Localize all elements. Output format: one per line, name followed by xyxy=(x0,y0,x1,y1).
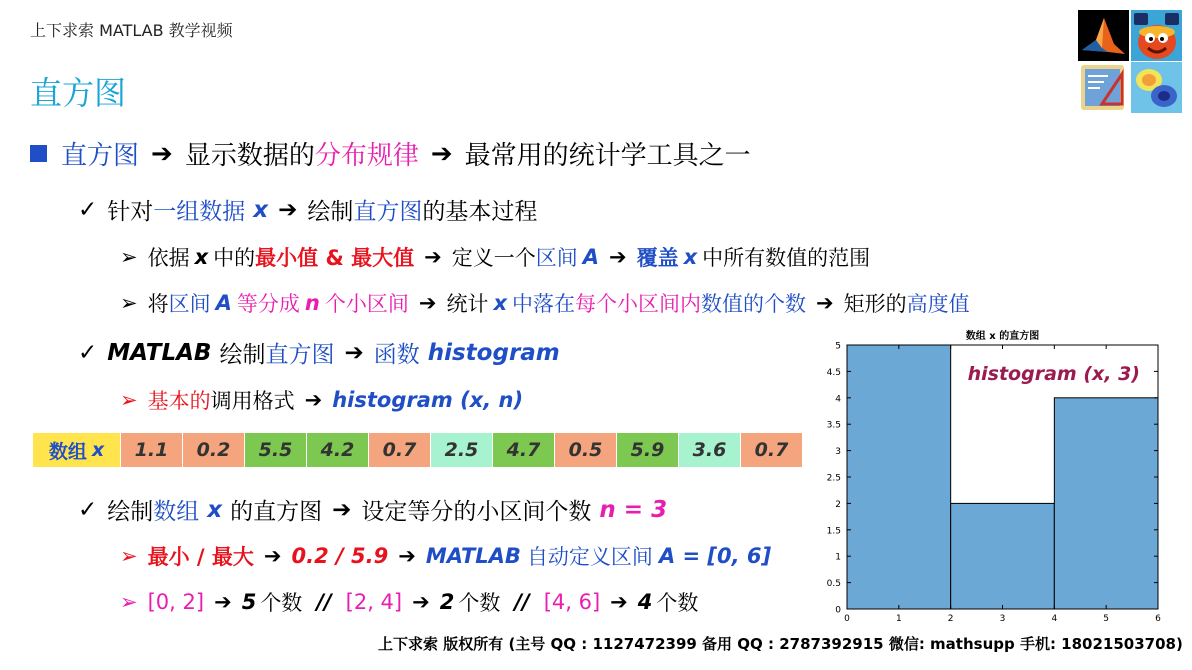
term-function: 函数 xyxy=(373,342,420,368)
term-interval: 区间 xyxy=(535,246,578,270)
bullet-line xyxy=(120,541,771,571)
term-basic: 基本的 xyxy=(147,389,211,413)
arrow-icon: ➔ xyxy=(344,339,364,366)
term-min-max: 最小值 & 最大值 xyxy=(255,246,415,270)
interval-value: A = [0, 6] xyxy=(658,544,772,568)
array-cell: 3.6 xyxy=(678,433,740,467)
y-tick-label: 1 xyxy=(835,552,841,563)
bullet-line xyxy=(120,385,523,415)
arrow-icon: ➔ xyxy=(151,138,173,169)
footer-copyright: 上下求索 版权所有 (主号 QQ : 1127472399 备用 QQ : 2787392915 微信: mathsupp 手机: 18021503708) xyxy=(378,635,1183,653)
text: 统计 xyxy=(446,292,489,316)
text: 个数 xyxy=(458,591,501,615)
array-cell: 4.7 xyxy=(492,433,554,467)
blueprint-icon xyxy=(1078,62,1129,113)
term-each-subinterval: 每个小区间内 xyxy=(574,292,701,316)
histogram-bar xyxy=(951,503,1055,609)
cartoon-character-icon xyxy=(1131,10,1182,61)
text: 个数 xyxy=(656,591,699,615)
count-2: 2 xyxy=(439,590,455,614)
y-tick-label: 1.5 xyxy=(826,526,841,537)
array-cell: 0.7 xyxy=(368,433,430,467)
x-tick-label: 1 xyxy=(895,614,902,624)
x-tick-label: 5 xyxy=(1103,614,1110,624)
chart-annotation: histogram (x, 3) xyxy=(967,363,1140,385)
separator: // xyxy=(514,590,530,614)
var-x: x xyxy=(683,245,698,269)
heatmap-icon xyxy=(1131,62,1182,113)
arrow-icon: ➔ xyxy=(332,496,352,523)
bullet-line xyxy=(78,336,560,369)
x-tick-label: 4 xyxy=(1051,614,1058,624)
bullet-line xyxy=(78,193,537,226)
bullet-line xyxy=(120,242,870,272)
arrow-bullet-icon: ➢ xyxy=(120,291,138,315)
text: 数值的个数 xyxy=(700,292,806,316)
y-tick-label: 3.5 xyxy=(826,420,841,431)
arrow-icon: ➔ xyxy=(412,590,430,614)
arrow-icon: ➔ xyxy=(610,590,628,614)
text: 的直方图 xyxy=(230,499,323,525)
interval-3: [4, 6] xyxy=(543,590,601,614)
term-min-max: 最小 / 最大 xyxy=(147,545,254,569)
array-label-text: 数组 xyxy=(48,440,87,463)
arrow-bullet-icon: ➢ xyxy=(120,590,138,614)
term-data-group: 一组数据 xyxy=(153,199,246,225)
var-a: A xyxy=(582,245,599,269)
text: 最常用的统计学工具之一 xyxy=(464,141,751,171)
page-title: 直方图 xyxy=(30,74,127,112)
term-array: 数组 xyxy=(153,499,200,525)
var-a: A xyxy=(215,291,232,315)
arrow-icon: ➔ xyxy=(418,291,437,315)
x-tick-label: 6 xyxy=(1155,614,1161,624)
main-bullet xyxy=(30,135,751,172)
arrow-bullet-icon: ➢ xyxy=(120,388,138,412)
text: 绘制 xyxy=(107,499,154,525)
checkmark-icon: ✓ xyxy=(78,339,98,366)
text: 中的 xyxy=(213,246,256,270)
text: 中所有数值的范围 xyxy=(702,246,871,270)
interval-2: [2, 4] xyxy=(345,590,403,614)
y-tick-label: 5 xyxy=(835,341,841,352)
text: 个数 xyxy=(260,591,303,615)
histogram-bar xyxy=(847,345,951,609)
var-n: n xyxy=(304,291,320,315)
separator: // xyxy=(316,590,332,614)
y-tick-label: 4 xyxy=(835,394,841,405)
arrow-icon: ➔ xyxy=(424,245,442,269)
array-cell: 0.2 xyxy=(182,433,244,467)
term-histogram: 直方图 xyxy=(265,342,335,368)
arrow-icon: ➔ xyxy=(304,388,323,412)
square-bullet-icon xyxy=(30,145,47,162)
function-call-syntax: histogram (x, n) xyxy=(332,388,524,412)
header-label: 上下求索 MATLAB 教学视频 xyxy=(30,21,233,40)
arrow-icon: ➔ xyxy=(815,291,834,315)
y-tick-label: 0 xyxy=(835,605,841,616)
text: 设定等分的小区间个数 xyxy=(361,499,592,525)
histogram-svg xyxy=(800,325,1170,625)
checkmark-icon: ✓ xyxy=(78,196,98,223)
text: 的基本过程 xyxy=(422,199,538,225)
y-tick-label: 2.5 xyxy=(826,473,841,484)
term-height: 高度值 xyxy=(906,292,970,316)
x-tick-label: 2 xyxy=(947,614,954,624)
text: 绘制 xyxy=(307,199,354,225)
bullet-line xyxy=(120,587,698,617)
array-row xyxy=(33,433,802,467)
var-x: x xyxy=(194,245,209,269)
arrow-icon: ➔ xyxy=(430,138,453,169)
var-x: x xyxy=(91,439,105,461)
checkmark-icon: ✓ xyxy=(78,496,98,523)
arrow-icon: ➔ xyxy=(608,245,627,269)
matlab-logo-icon xyxy=(1078,10,1129,61)
array-cell: 5.5 xyxy=(244,433,306,467)
term-interval: 区间 xyxy=(168,292,211,316)
var-n-equals: n = 3 xyxy=(599,496,668,523)
x-tick-label: 0 xyxy=(844,614,850,624)
arrow-icon: ➔ xyxy=(263,544,282,568)
y-tick-label: 0.5 xyxy=(826,579,841,590)
count-3: 4 xyxy=(637,590,653,614)
function-name: histogram xyxy=(427,339,560,366)
chart-title: 数组 x 的直方图 xyxy=(965,331,1040,342)
var-x: x xyxy=(253,196,269,223)
arrow-icon: ➔ xyxy=(214,590,232,614)
count-1: 5 xyxy=(241,590,257,614)
text: 显示数据的 xyxy=(184,141,315,171)
arrow-bullet-icon: ➢ xyxy=(120,544,138,568)
x-tick-label: 3 xyxy=(999,614,1006,624)
y-tick-label: 2 xyxy=(835,499,841,510)
text: 调用格式 xyxy=(210,389,295,413)
text: 依据 xyxy=(147,246,190,270)
arrow-icon: ➔ xyxy=(398,544,416,568)
array-label xyxy=(33,433,120,467)
text: 针对 xyxy=(107,199,154,225)
array-cell: 0.7 xyxy=(740,433,802,467)
bullet-line xyxy=(120,288,970,318)
text: 将 xyxy=(147,292,169,316)
term-cover: 覆盖 xyxy=(636,246,679,270)
y-tick-label: 3 xyxy=(835,447,841,458)
text: 矩形的 xyxy=(843,292,907,316)
var-x: x xyxy=(493,291,507,315)
term-matlab: MATLAB xyxy=(425,544,521,568)
text: 定义一个 xyxy=(451,246,536,270)
histogram-chart xyxy=(800,325,1170,625)
arrow-icon: ➔ xyxy=(278,196,298,223)
bullet-line xyxy=(78,493,667,526)
term-histogram: 直方图 xyxy=(353,199,423,225)
histogram-bar xyxy=(1054,398,1158,609)
text: 等分成 xyxy=(236,292,300,316)
var-x: x xyxy=(207,496,223,523)
text: 自动定义区间 xyxy=(526,545,653,569)
term-matlab: MATLAB xyxy=(107,339,212,366)
text: 中落在 xyxy=(511,292,575,316)
text: 个小区间 xyxy=(324,292,409,316)
interval-1: [0, 2] xyxy=(147,590,205,614)
array-cell: 5.9 xyxy=(616,433,678,467)
arrow-bullet-icon: ➢ xyxy=(120,245,138,269)
text: 绘制 xyxy=(219,342,266,368)
term-histogram: 直方图 xyxy=(61,141,140,171)
value-min-max: 0.2 / 5.9 xyxy=(291,544,389,568)
term-distribution: 分布规律 xyxy=(314,141,419,171)
array-cell: 2.5 xyxy=(430,433,492,467)
y-tick-label: 4.5 xyxy=(826,367,841,378)
array-cell: 1.1 xyxy=(120,433,182,467)
array-cell: 0.5 xyxy=(554,433,616,467)
array-cell: 4.2 xyxy=(306,433,368,467)
